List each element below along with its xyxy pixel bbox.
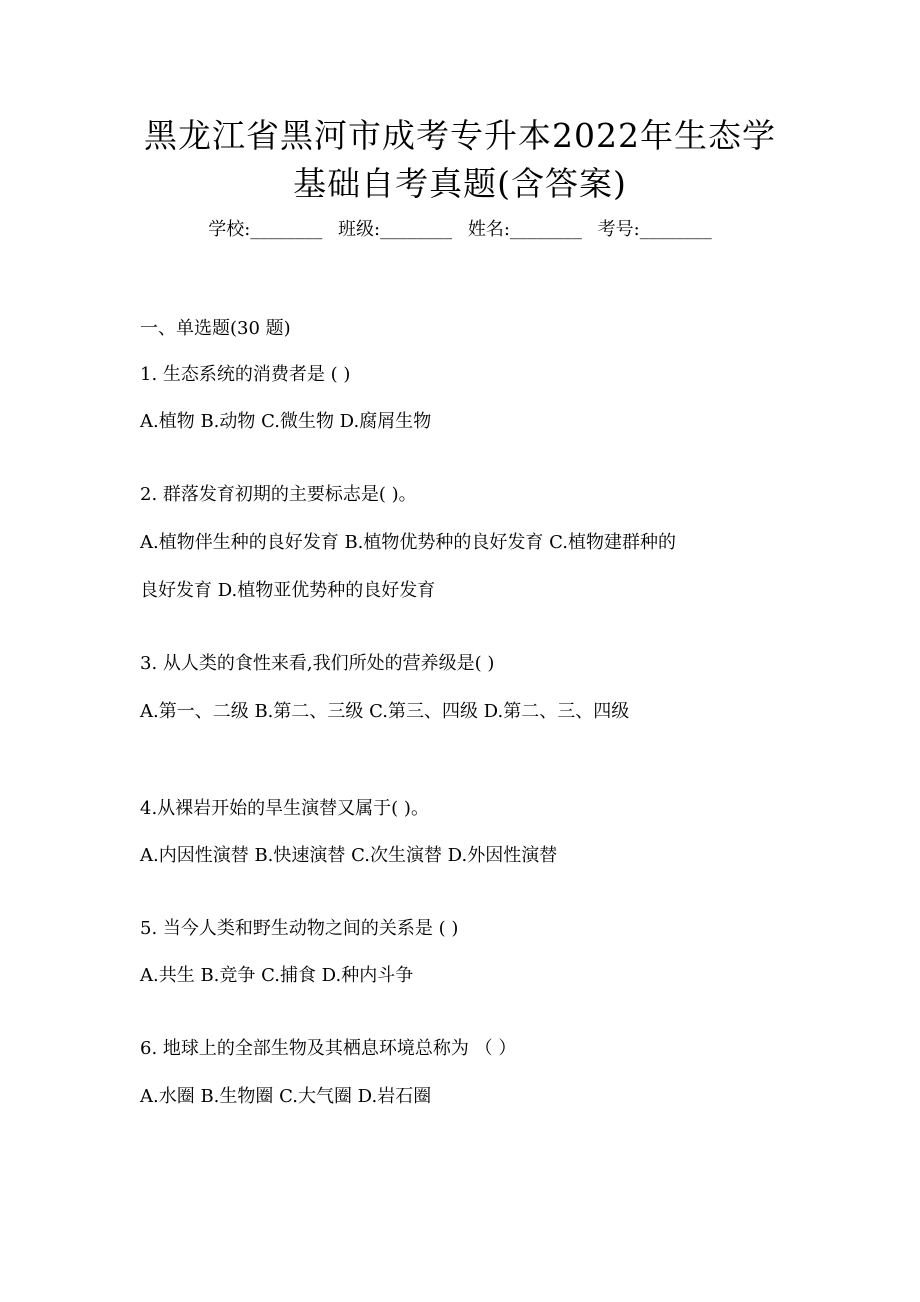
question-1-stem: 1. 生态系统的消费者是 ( ) xyxy=(140,364,351,385)
question-2-stem: 2. 群落发育初期的主要标志是( )。 xyxy=(140,484,417,505)
exam-number-field: 考号:________ xyxy=(597,219,712,240)
question-2-options-line-2: 良好发育 D.植物亚优势种的良好发育 xyxy=(140,580,436,601)
question-3-stem: 3. 从人类的食性来看,我们所处的营养级是( ) xyxy=(140,653,495,674)
exam-title-line-1: 黑龙江省黑河市成考专升本2022年生态学 xyxy=(144,116,776,155)
question-4-options: A.内因性演替 B.快速演替 C.次生演替 D.外因性演替 xyxy=(140,845,558,866)
question-6-options: A.水圈 B.生物圈 C.大气圈 D.岩石圈 xyxy=(140,1086,432,1107)
question-4-stem: 4.从裸岩开始的旱生演替又属于( )。 xyxy=(140,798,429,819)
question-6-stem: 6. 地球上的全部生物及其栖息环境总称为 （ ） xyxy=(140,1038,517,1059)
section-heading: 一、单选题(30 题) xyxy=(140,318,291,339)
school-field: 学校:________ xyxy=(208,219,323,240)
question-5-stem: 5. 当今人类和野生动物之间的关系是 ( ) xyxy=(140,918,459,939)
question-1-options: A.植物 B.动物 C.微生物 D.腐屑生物 xyxy=(140,411,432,432)
question-2-options-line-1: A.植物伴生种的良好发育 B.植物优势种的良好发育 C.植物建群种的 xyxy=(140,532,676,553)
name-field: 姓名:________ xyxy=(467,219,582,240)
question-3-options: A.第一、二级 B.第二、三级 C.第三、四级 D.第二、三、四级 xyxy=(140,701,630,722)
question-5-options: A.共生 B.竞争 C.捕食 D.种内斗争 xyxy=(140,965,414,986)
student-info-row xyxy=(60,216,860,244)
class-field: 班级:________ xyxy=(338,219,453,240)
exam-title-line-2: 基础自考真题(含答案) xyxy=(293,164,627,203)
